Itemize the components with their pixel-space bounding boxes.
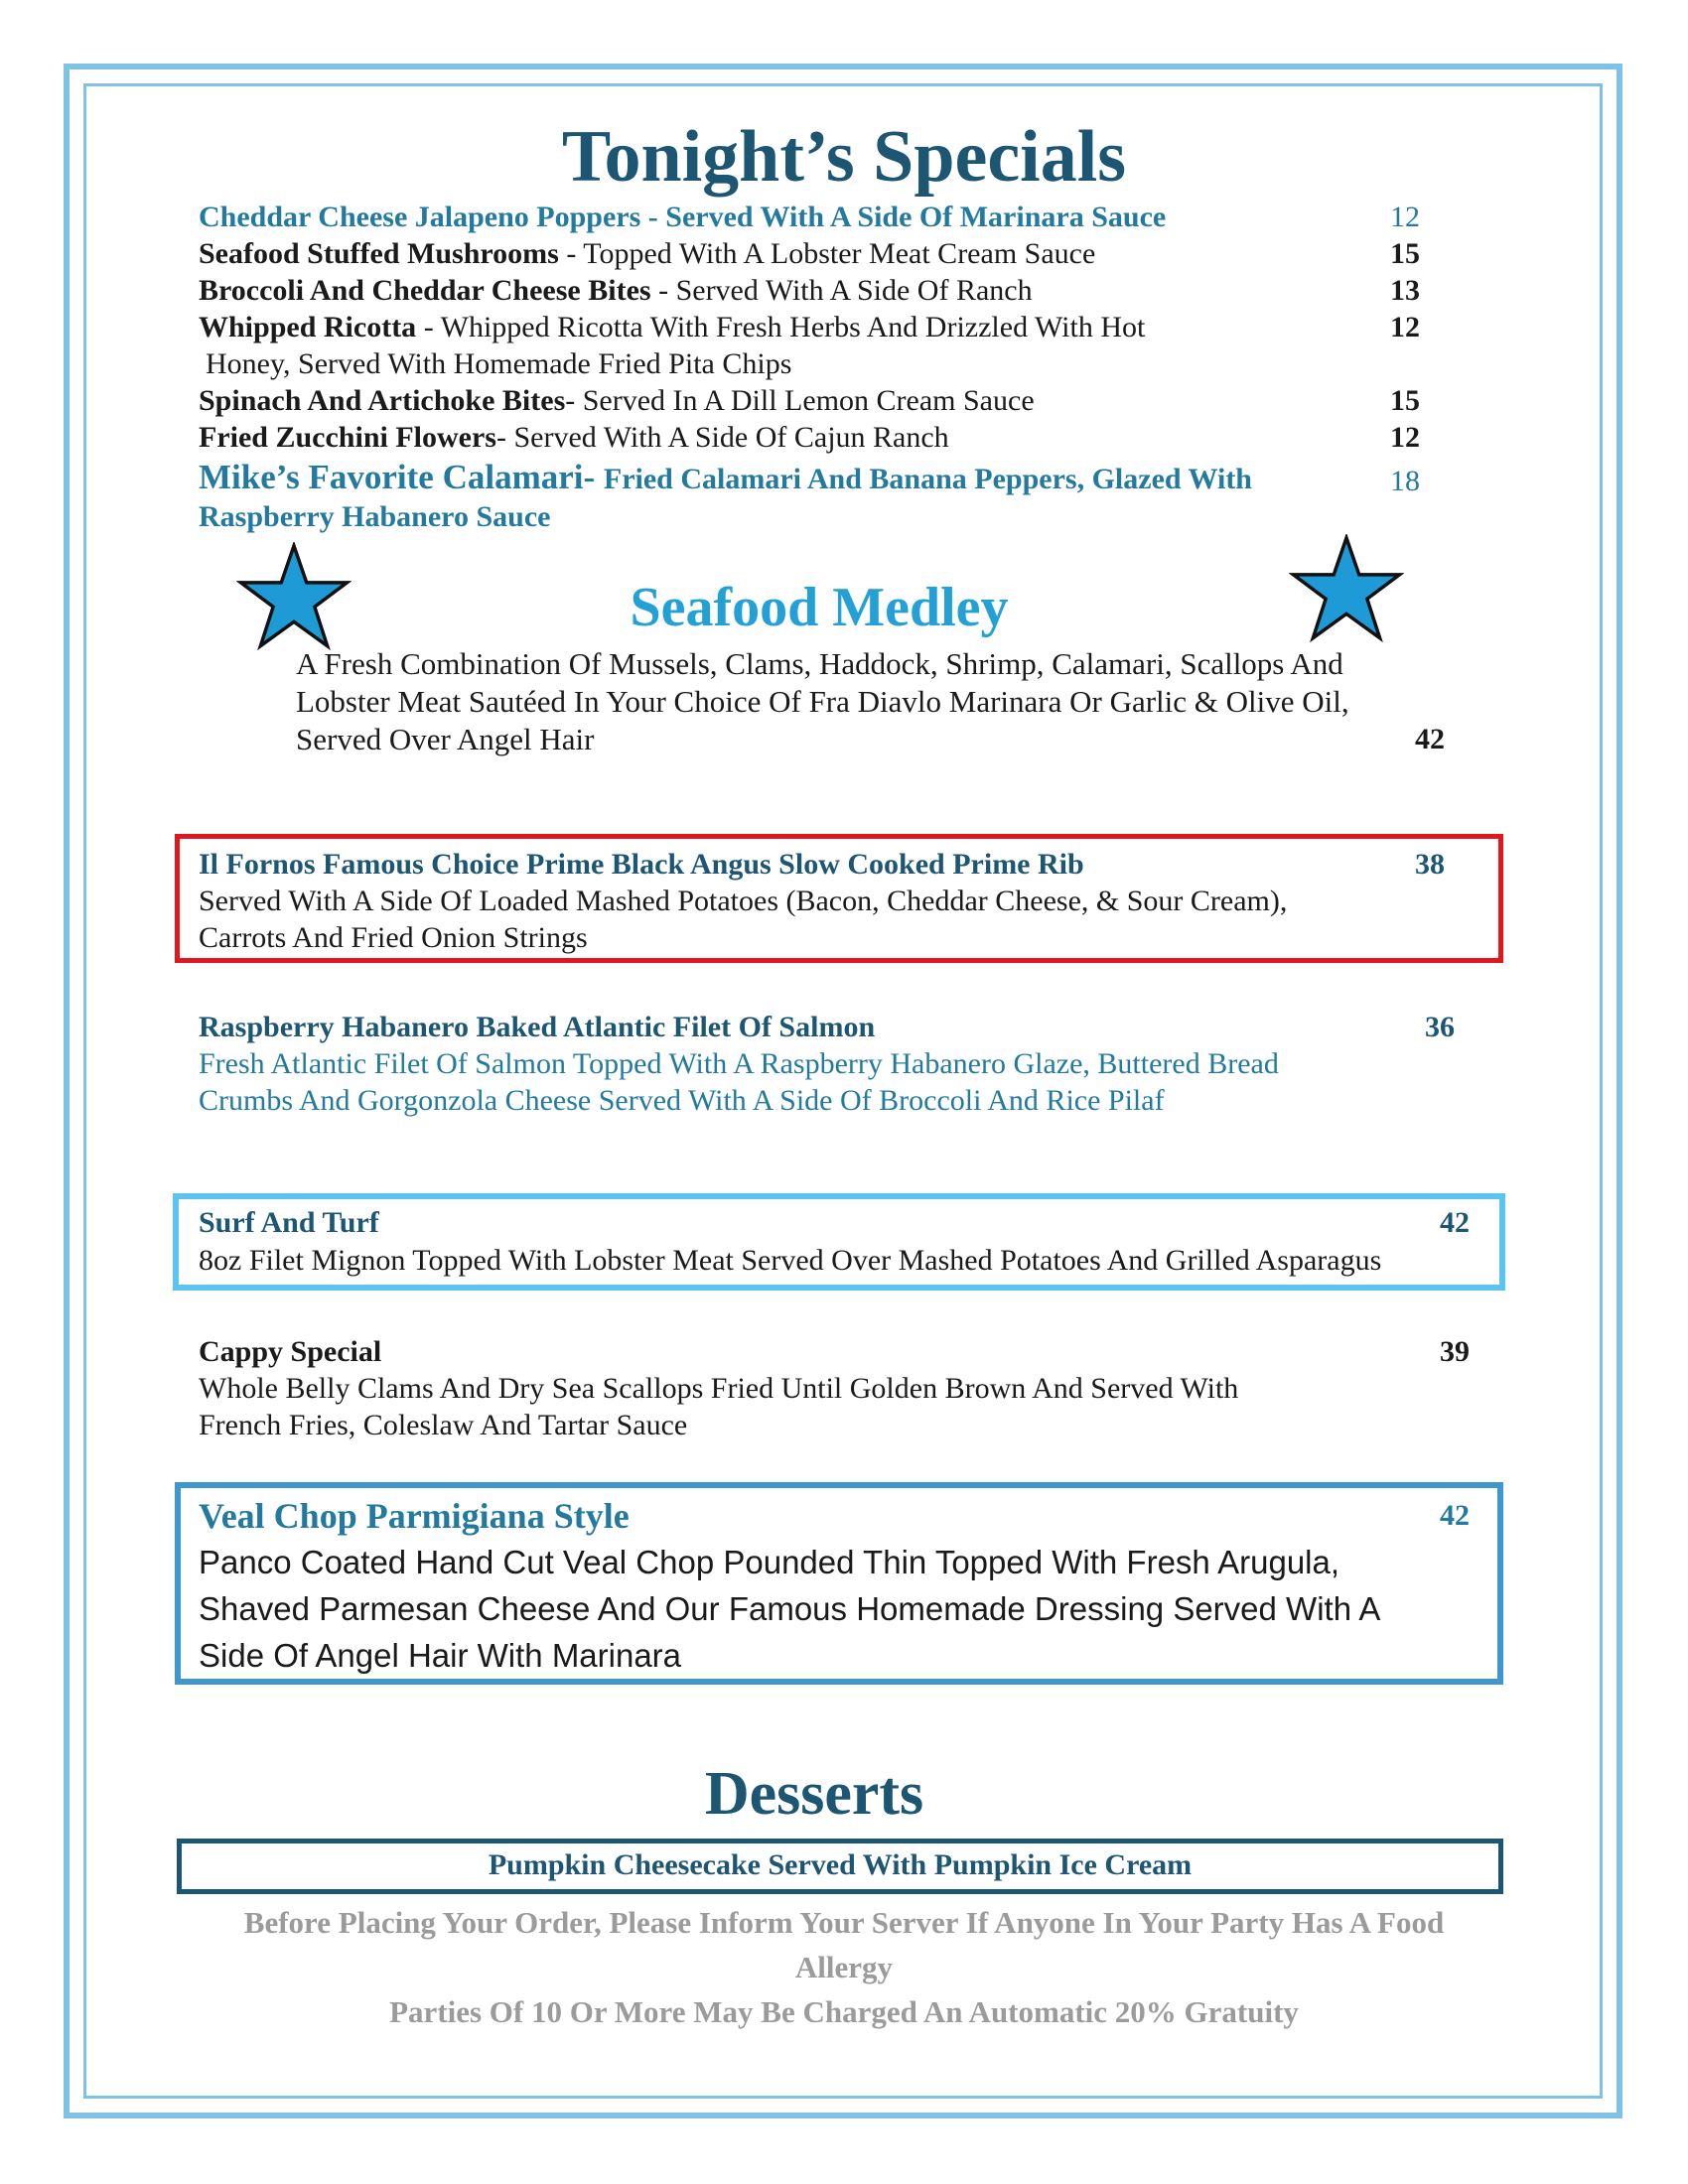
appetizer-name: Cheddar Cheese Jalapeno Poppers - Served With A Side Of Marinara Sauce <box>199 201 1167 233</box>
appetizer-name: Seafood Stuffed Mushrooms <box>199 237 559 270</box>
entree-price: 36 <box>1425 1011 1455 1043</box>
appetizer-price: 15 <box>1390 237 1420 270</box>
entree-price: 42 <box>1440 1499 1470 1532</box>
list-item <box>199 309 1145 345</box>
appetizer-price: 15 <box>1390 384 1420 417</box>
medley-price: 42 <box>1415 723 1445 755</box>
entree-price: 42 <box>1440 1206 1470 1239</box>
appetizer-name: Spinach And Artichoke Bites <box>199 384 566 417</box>
entree-desc-line: Fresh Atlantic Filet Of Salmon Topped With A Raspberry Habanero Glaze, Buttered Bread <box>199 1047 1279 1080</box>
appetizer-name: Whipped Ricotta <box>199 311 417 343</box>
entree-name: Cappy Special <box>199 1335 382 1368</box>
entree-price: 38 <box>1415 848 1445 881</box>
list-item <box>199 382 1035 419</box>
appetizer-price: 18 <box>1390 465 1420 497</box>
appetizer-desc: - Whipped Ricotta With Fresh Herbs And Drizzled With Hot <box>416 311 1146 343</box>
entree-price: 39 <box>1440 1335 1470 1368</box>
list-item <box>199 235 1095 272</box>
appetizer-price: 13 <box>1390 274 1420 307</box>
entree-desc-line: Carrots And Fried Onion Strings <box>199 921 588 954</box>
entree-name: Raspberry Habanero Baked Atlantic Filet Of Salmon <box>199 1011 876 1043</box>
medley-desc-line: Served Over Angel Hair <box>296 722 595 756</box>
entree-name: Surf And Turf <box>199 1206 379 1239</box>
appetizer-desc-continued: Honey, Served With Homemade Fried Pita Chips <box>206 347 792 380</box>
entree-name: Il Fornos Famous Choice Prime Black Angus Slow Cooked Prime Rib <box>199 848 1084 881</box>
appetizer-desc: - Topped With A Lobster Meat Cream Sauce <box>558 237 1096 270</box>
appetizer-desc-continued: Raspberry Habanero Sauce <box>199 500 551 533</box>
entree-name: Veal Chop Parmigiana Style <box>199 1496 630 1536</box>
section-title: Desserts <box>704 1760 924 1828</box>
entree-desc-line: Panco Coated Hand Cut Veal Chop Pounded Thin Topped With Fresh Arugula, <box>199 1544 1340 1580</box>
medley-desc-line: A Fresh Combination Of Mussels, Clams, Haddock, Shrimp, Calamari, Scallops And <box>296 646 1343 681</box>
appetizer-price: 12 <box>1390 201 1420 233</box>
appetizer-name: Fried Zucchini Flowers <box>199 421 496 454</box>
dessert-item: Pumpkin Cheesecake Served With Pumpkin Ice Cream <box>488 1848 1193 1881</box>
appetizer-desc: - Served In A Dill Lemon Cream Sauce <box>565 384 1035 417</box>
entree-desc-line: Served With A Side Of Loaded Mashed Potatoes (Bacon, Cheddar Cheese, & Sour Cream), <box>199 885 1288 917</box>
entree-desc-line: Side Of Angel Hair With Marinara <box>199 1637 682 1674</box>
section-title: Seafood Medley <box>630 577 1009 638</box>
list-item <box>199 272 1033 309</box>
entree-desc-line: 8oz Filet Mignon Topped With Lobster Meat Served Over Mashed Potatoes And Grilled Asparagus <box>199 1244 1382 1277</box>
entree-desc-line: Crumbs And Gorgonzola Cheese Served With A Side Of Broccoli And Rice Pilaf <box>199 1084 1165 1117</box>
appetizer-name: Mike’s Favorite Calamari- <box>199 458 604 496</box>
entree-desc-line: French Fries, Coleslaw And Tartar Sauce <box>199 1409 688 1441</box>
appetizer-price: 12 <box>1390 311 1420 343</box>
page-title: Tonight’s Specials <box>561 116 1127 198</box>
appetizer-name: Broccoli And Cheddar Cheese Bites <box>199 274 651 307</box>
appetizer-desc: Fried Calamari And Banana Peppers, Glazed With <box>603 463 1252 495</box>
allergy-notice: Before Placing Your Order, Please Inform Your Server If Anyone In Your Party Has A Food <box>243 1905 1445 1940</box>
entree-desc-line: Whole Belly Clams And Dry Sea Scallops Fried Until Golden Brown And Served With <box>199 1372 1239 1405</box>
appetizer-desc: - Served With A Side Of Cajun Ranch <box>495 421 949 454</box>
list-item <box>199 419 949 456</box>
gratuity-notice: Parties Of 10 Or More May Be Charged An Automatic 20% Gratuity <box>389 1994 1299 2029</box>
allergy-notice-continued: Allergy <box>794 1950 894 1984</box>
medley-desc-line: Lobster Meat Sautéed In Your Choice Of Fra Diavlo Marinara Or Garlic & Olive Oil, <box>296 684 1349 719</box>
appetizer-desc: - Served With A Side Of Ranch <box>650 274 1033 307</box>
entree-desc-line: Shaved Parmesan Cheese And Our Famous Homemade Dressing Served With A <box>199 1590 1381 1627</box>
list-item <box>199 459 1252 497</box>
appetizer-price: 12 <box>1390 421 1420 454</box>
